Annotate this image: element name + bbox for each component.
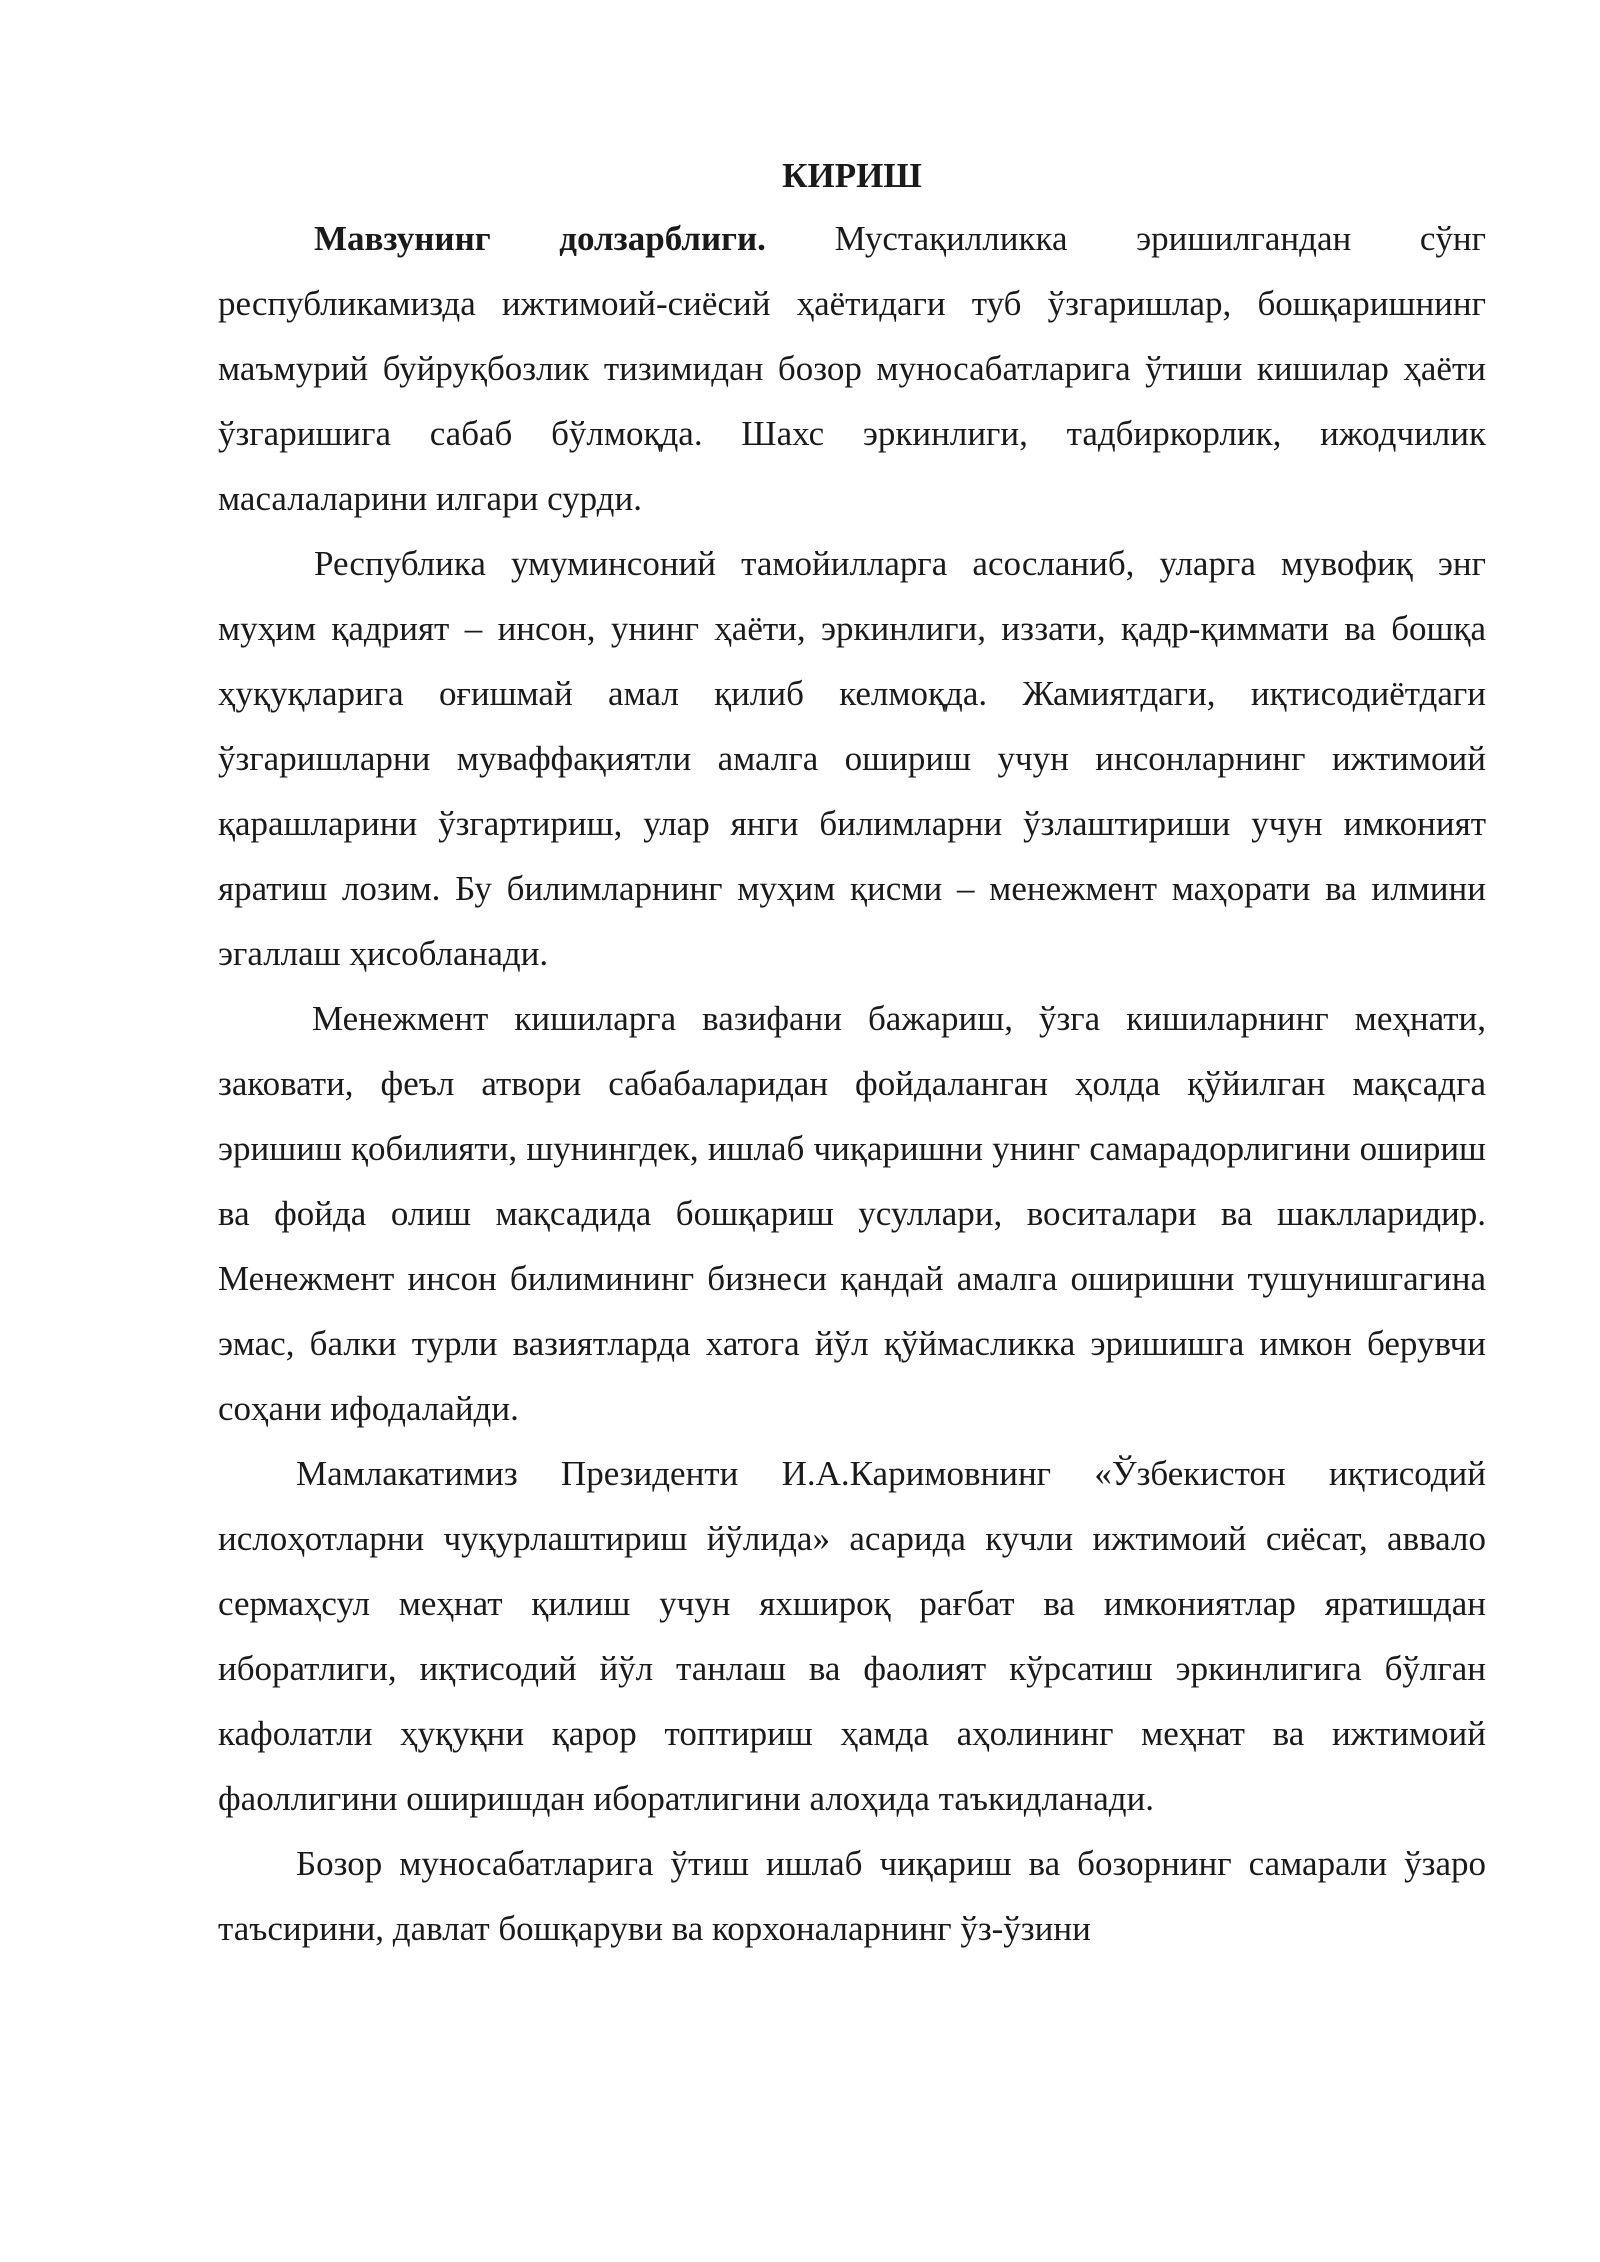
document-body bbox=[218, 148, 1486, 1961]
section-title: КИРИШ bbox=[782, 156, 922, 195]
paragraph-republic: Республика умуминсоний тамойилларга асосланиб, уларга мувофиқ энг муҳим қадрият – инсон, унинг ҳаёти, эркинлиги, иззати, қадр-қиммати ва бошқа ҳуқуқларига оғишмай амал қилиб келмоқда. Жамиятдаги, иқтисодиётдаги ўзгаришларни муваффақиятли амалга ошириш учун инсонларнинг ижтимоий қарашларини ўзгартириш, улар янги билимларни ўзлаштириши учун имконият яратиш лозим. Бу билимларнинг муҳим қисми – менежмент маҳорати ва илмини эгаллаш ҳисобланади. bbox=[218, 544, 1486, 973]
paragraph-president: Мамлакатимиз Президенти И.А.Каримовнинг «Ўзбекистон иқтисодий ислоҳотларни чуқурлаштириш йўлида» асарида кучли ижтимоий сиёсат, аввало сермаҳсул меҳнат қилиш учун яхшироқ рағбат ва имкониятлар яратишдан иборатлиги, иқтисодий йўл танлаш ва фаолият кўрсатиш эркинлигига бўлган кафолатли ҳуқуқни қарор топтириш ҳамда аҳолининг меҳнат ва ижтимоий фаоллигини оширишдан иборатлигини алоҳида таъкидланади. bbox=[218, 1454, 1486, 1818]
paragraph-market: Бозор муносабатларига ўтиш ишлаб чиқариш ва бозорнинг самарали ўзаро таъсирини, давлат бошқаруви ва корхоналарнинг ўз-ўзини bbox=[218, 1844, 1486, 1948]
paragraph-lead: Мавзунинг долзарблиги. bbox=[314, 219, 766, 258]
paragraph-management: Менежмент кишиларга вазифани бажариш, ўзга кишиларнинг меҳнати, заковати, феъл атвори сабабаларидан фойдаланган ҳолда қўйилган мақсадга эришиш қобилияти, шунингдек, ишлаб чиқаришни унинг самарадорлигини ошириш ва фойда олиш мақсадида бошқариш усуллари, воситалари ва шаклларидир. Менежмент инсон билимининг бизнеси қандай амалга оширишни тушунишгагина эмас, балки турли вазиятларда хатога йўл қўймасликка эришишга имкон берувчи соҳани ифодалайди. bbox=[218, 999, 1486, 1428]
paragraph-text: Мустақилликка эришилгандан сўнг республикамизда ижтимоий-сиёсий ҳаётидаги туб ўзгаришлар, бошқаришнинг маъмурий буйруқбозлик тизимидан бозор муносабатларига ўтиши кишилар ҳаёти ўзгаришига сабаб бўлмоқда. Шахс эркинлиги, тадбиркорлик, ижодчилик масалаларини илгари сурди. bbox=[218, 219, 1486, 518]
paragraph-relevance bbox=[218, 206, 1486, 531]
